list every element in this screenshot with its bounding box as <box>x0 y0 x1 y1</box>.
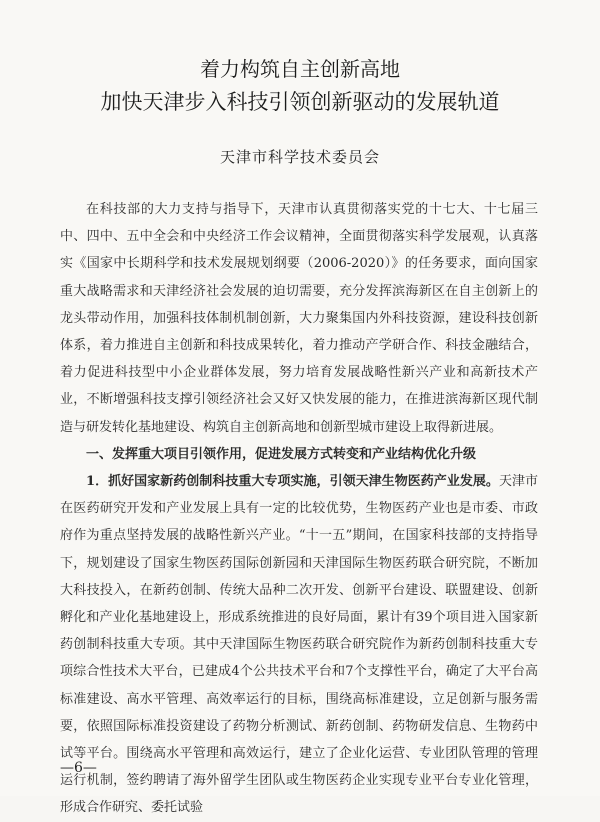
subsection-body: 天津市在医药研究开发和产业发展上具有一定的比较优势，生物医药产业也是市委、市政府作为重点坚持发展的战略性新兴产业。“十一五”期间，在国家科技部的支持指导下，规划建设了国家生物医药国际创新园和天津国际生物医药联合研究院，不断加大科技投入，在新药创制、传统大品种二次开发、创新平台建设、联盟建设、创新孵化和产业化基地建设上，形成系统推进的良好局面，累计有39个项目进入国家新药创制科技重大专项。其中天津国际生物医药联合研究院作为新药创制科技重大专项综合性技术大平台，已建成4个公共技术平台和7个支撑性平台，确定了大平台高标准建设、高水平管理、高效率运行的目标，围绕高标准建设，立足创新与服务需要，依照国际标准投资建设了药物分析测试、新药创制、药物研发信息、生物药中试等平台。围绕高水平管理和高效运行，建立了企业化运营、专业团队管理的管理运行机制，签约聘请了海外留学生团队或生物医药企业实现专业平台专业化管理，形成合作研究、委托试验 <box>60 474 538 816</box>
title-line-2: 加快天津步入科技引领创新驱动的发展轨道 <box>100 90 500 114</box>
body-text <box>60 196 538 822</box>
section-heading: 一、发挥重大项目引领作用，促进发展方式转变和产业结构优化升级 <box>86 446 477 462</box>
subsection-paragraph <box>60 468 538 822</box>
author-line: 天津市科学技术委员会 <box>219 148 380 166</box>
title-line-1: 着力构筑自主创新高地 <box>200 57 400 81</box>
page-number: —6— <box>60 760 97 776</box>
subsection-lead: 1．抓好国家新药创制科技重大专项实施，引领天津生物医药产业发展。 <box>86 474 499 490</box>
intro-paragraph: 在科技部的大力支持与指导下，天津市认真贯彻落实党的十七大、十七届三中、四中、五中全会和中央经济工作会议精神，全面贯彻落实科学发展观，认真落实《国家中长期科学和技术发展规划纲要（2006-2020）》的任务要求，面向国家重大战略需求和天津经济社会发展的迫切需要，充分发挥滨海新区在自主创新上的龙头带动作用，加强科技体制机制创新，大力聚集国内外科技资源，建设科技创新体系，着力推进自主创新和科技成果转化，着力推动产学研合作、科技金融结合，着力促进科技型中小企业群体发展，努力培育发展战略性新兴产业和高新技术产业，不断增强科技支撑引领经济社会又好又快发展的能力，在推进滨海新区现代制造与研发转化基地建设、构筑自主创新高地和创新型城市建设上取得新进展。 <box>60 202 538 435</box>
